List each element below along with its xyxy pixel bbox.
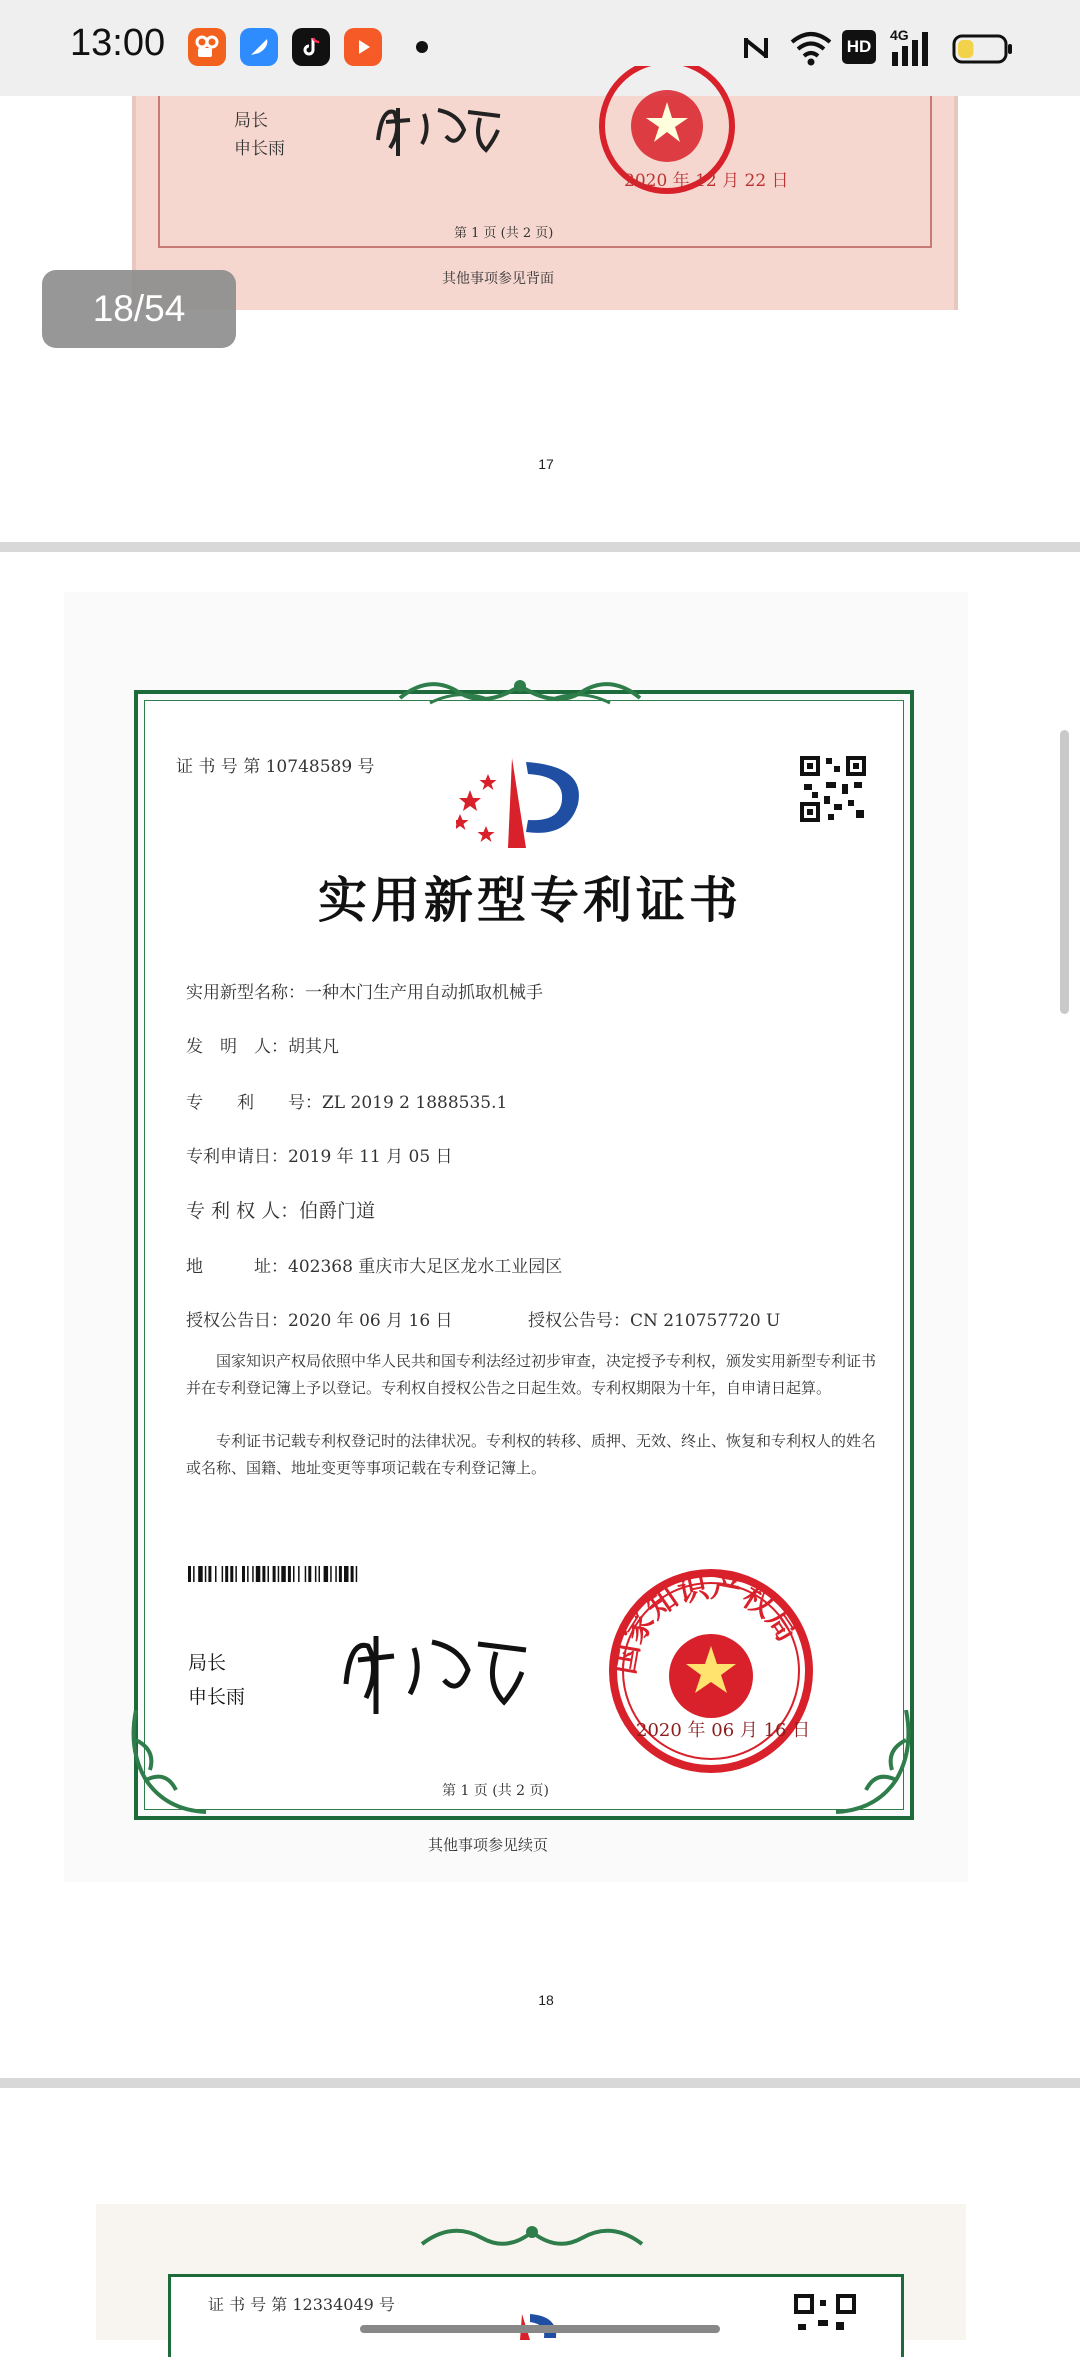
status-bar xyxy=(0,0,1080,96)
official-seal-icon xyxy=(606,1566,816,1776)
hd-badge: HD xyxy=(842,30,876,64)
pdf-page-19 xyxy=(96,2204,966,2340)
certificate-number: 证 书 号 第 12334049 号 xyxy=(208,2295,395,2314)
certificate-paragraph-2: 专利证书记载专利权登记时的法律状况。专利权的转移、质押、无效、终止、恢复和专利权人的姓名或名称、国籍、地址变更等事项记载在专利登记簿上。 xyxy=(186,1432,877,1477)
field-address: 地 址：402368 重庆市大足区龙水工业园区 xyxy=(186,1257,563,1277)
field-grant-number: 授权公告号：CN 210757720 U xyxy=(528,1311,781,1331)
sign-title: 局长 xyxy=(234,111,268,131)
ornament-icon xyxy=(390,668,650,718)
page-separator xyxy=(0,2078,1080,2088)
field-utility-model-name: 实用新型名称：一种木门生产用自动抓取机械手 xyxy=(186,983,543,1003)
network-type-label: 4G xyxy=(890,27,909,43)
page-separator xyxy=(0,542,1080,552)
barcode-icon xyxy=(188,1566,424,1582)
seal-date: 2020 年 12 月 22 日 xyxy=(624,171,789,191)
page-footer-note: 其他事项参见续页 xyxy=(428,1836,549,1854)
video-play-icon xyxy=(344,28,382,66)
page-indicator: 18/54 xyxy=(42,270,236,348)
seal-text: 国家知识产权局 xyxy=(606,1569,805,1677)
sign-name: 申长雨 xyxy=(234,139,285,159)
corner-ornament-icon xyxy=(826,1710,916,1820)
kuaishou-icon xyxy=(188,28,226,66)
tiktok-icon xyxy=(292,28,330,66)
notification-dot-icon xyxy=(416,41,428,53)
feather-app-icon xyxy=(240,28,278,66)
field-application-date: 专利申请日：2019 年 11 月 05 日 xyxy=(186,1147,453,1167)
field-inventor: 发 明 人：胡其凡 xyxy=(186,1037,339,1057)
field-patentee: 专 利 权 人：伯爵门道 xyxy=(186,1200,376,1222)
page-info: 第 1 页 (共 2 页) xyxy=(442,1783,549,1799)
corner-ornament-icon xyxy=(126,1710,216,1820)
scrollbar[interactable] xyxy=(1060,730,1069,1014)
status-time: 13:00 xyxy=(70,22,166,64)
wifi-icon xyxy=(788,24,834,72)
qr-code-icon xyxy=(798,754,868,824)
field-grant-date: 授权公告日：2020 年 06 月 16 日 xyxy=(186,1311,453,1331)
home-indicator[interactable] xyxy=(360,2325,720,2333)
sign-name: 申长雨 xyxy=(188,1686,246,1708)
page-info: 第 1 页 (共 2 页) xyxy=(454,226,554,241)
patent-office-logo-icon xyxy=(456,752,588,854)
pdf-page-17 xyxy=(132,96,958,310)
page-number: 17 xyxy=(538,456,554,472)
nfc-icon xyxy=(738,24,774,72)
patent-office-logo-icon xyxy=(500,2308,560,2340)
cellular-signal-icon xyxy=(888,24,940,72)
seal-date: 2020 年 06 月 16 日 xyxy=(636,1720,811,1741)
signature-icon xyxy=(368,100,508,160)
sign-title: 局长 xyxy=(188,1652,227,1674)
page-number: 18 xyxy=(538,1992,554,2008)
battery-icon xyxy=(952,24,1014,72)
ornament-icon xyxy=(412,2216,652,2260)
field-patent-number: 专 利 号：ZL 2019 2 1888535.1 xyxy=(186,1093,508,1113)
certificate-paragraph-1: 国家知识产权局依照中华人民共和国专利法经过初步审查，决定授予专利权，颁发实用新型专利证书并在专利登记簿上予以登记。专利权自授权公告之日起生效。专利权期限为十年，自申请日起算。 xyxy=(186,1352,877,1397)
certificate-number: 证 书 号 第 10748589 号 xyxy=(176,757,375,777)
signature-icon xyxy=(336,1628,536,1718)
qr-code-icon xyxy=(792,2292,858,2340)
certificate-title: 实用新型专利证书 xyxy=(318,871,743,929)
page-footer-note: 其他事项参见背面 xyxy=(442,271,554,287)
